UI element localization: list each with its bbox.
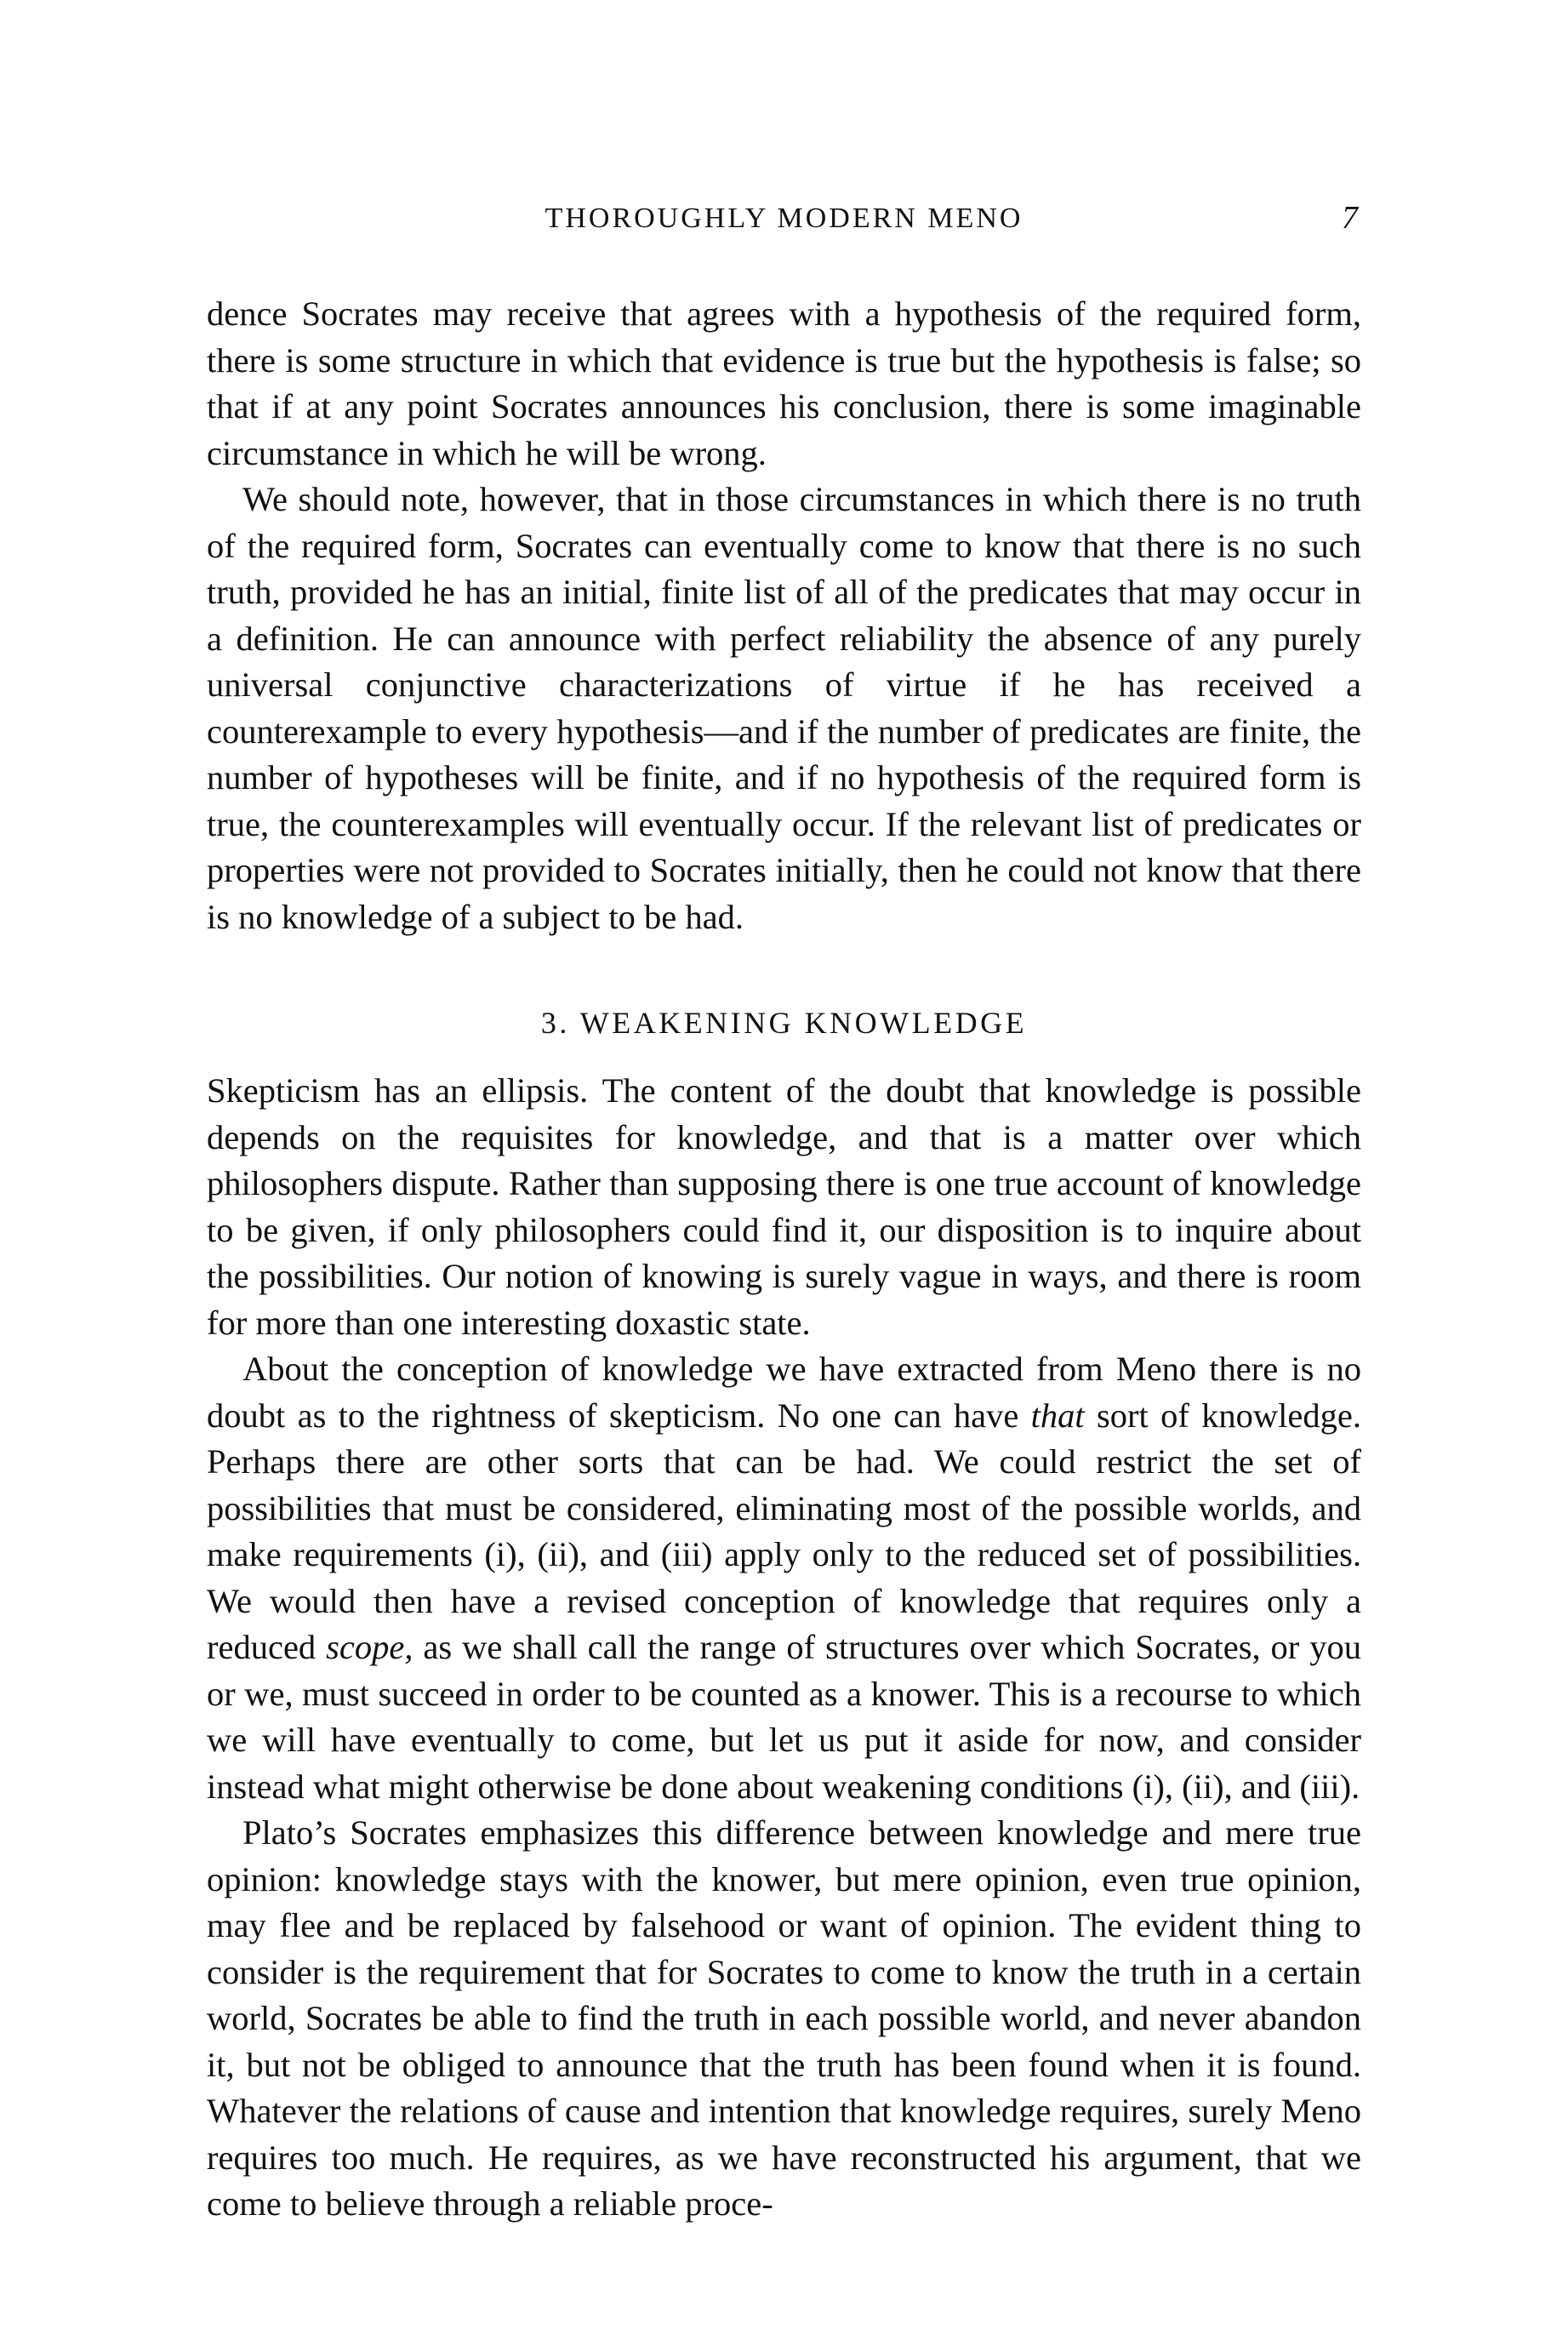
- paragraph-text-part: as we shall call the range of structures over which Socrates, or you or we, must succeed in order to be counted as a knower. This is a recourse to which we will have eventually to come, but let us put it aside for now, and consider instead what might otherwise be done about weakening conditions (i), (ii), and (iii).: [207, 1628, 1361, 1806]
- page-number: 7: [1342, 200, 1358, 236]
- running-title: THOROUGHLY MODERN MENO: [545, 203, 1023, 234]
- paragraph-text-part: sort of knowledge. Perhaps there are other sorts that can be had. We could restrict the set of possibilities that must be considered, eliminating most of the possible worlds, and make requirements (i), (ii), and (iii) apply only to the reduced set of possibilities. We would then have a revised conception of knowledge that requires only a reduced: [207, 1396, 1361, 1666]
- paragraph-skepticism: Skepticism has an ellipsis. The content of the doubt that knowledge is possible depends on the requisites for knowledge, and that is a matter over which philosophers dispute. Rather than supposing there is one true account of knowledge to be given, if only philosophers could find it, our disposition is to inquire about the possibilities. Our notion of knowing is surely vague in ways, and there is room for more than one interesting doxastic state.: [207, 1071, 1361, 1342]
- paragraph-platos-socrates: Plato’s Socrates emphasizes this difference between knowledge and mere true opinion: knowledge stays with the knower, but mere opinion, even true opinion, may flee and be replaced by falsehood or want of opinion. The evident thing to consider is the requirement that for Socrates to come to know the truth in a certain world, Socrates be able to find the truth in each possible world, and never abandon it, but not be obliged to announce that the truth has been found when it is found. Whatever the relations of cause and intention that knowledge requires, surely Meno requires too much. He requires, as we have reconstructed his argument, that we come to believe through a reliable proce-: [207, 1813, 1361, 2223]
- paragraph-text-part: About the conception of knowledge we have extracted from Meno there is no doubt as to the rightness of skepticism. No one can have: [207, 1350, 1361, 1435]
- emphasis-scope: scope,: [326, 1628, 413, 1666]
- paragraph-continued: dence Socrates may receive that agrees with a hypothesis of the required form, there is some structure in which that evidence is true but the hypothesis is false; so that if at any point Socrates announces his conclusion, there is some imaginable circumstance in which he will be wrong.: [207, 294, 1361, 472]
- book-page: [207, 187, 1361, 2228]
- section-heading: 3. WEAKENING KNOWLEDGE: [540, 1006, 1028, 1040]
- running-header: [207, 187, 1361, 238]
- paragraph-conception-of-knowledge: [207, 1346, 1361, 1810]
- emphasis-that: that: [1030, 1396, 1085, 1435]
- paragraph-predicates-list: We should note, however, that in those circumstances in which there is no truth of the required form, Socrates can eventually come to know that there is no such truth, provided he has an initial, finite list of all of the predicates that may occur in a definition. He can announce with perfect reliability the absence of any purely universal conjunctive characterizations of virtue if he has received a counterexample to every hypothesis—and if the number of predicates are finite, the number of hypotheses will be finite, and if no hypothesis of the required form is true, the counterexamples will eventually occur. If the relevant list of predicates or properties were not provided to Socrates initially, then he could not know that there is no knowledge of a subject to be had.: [207, 480, 1361, 936]
